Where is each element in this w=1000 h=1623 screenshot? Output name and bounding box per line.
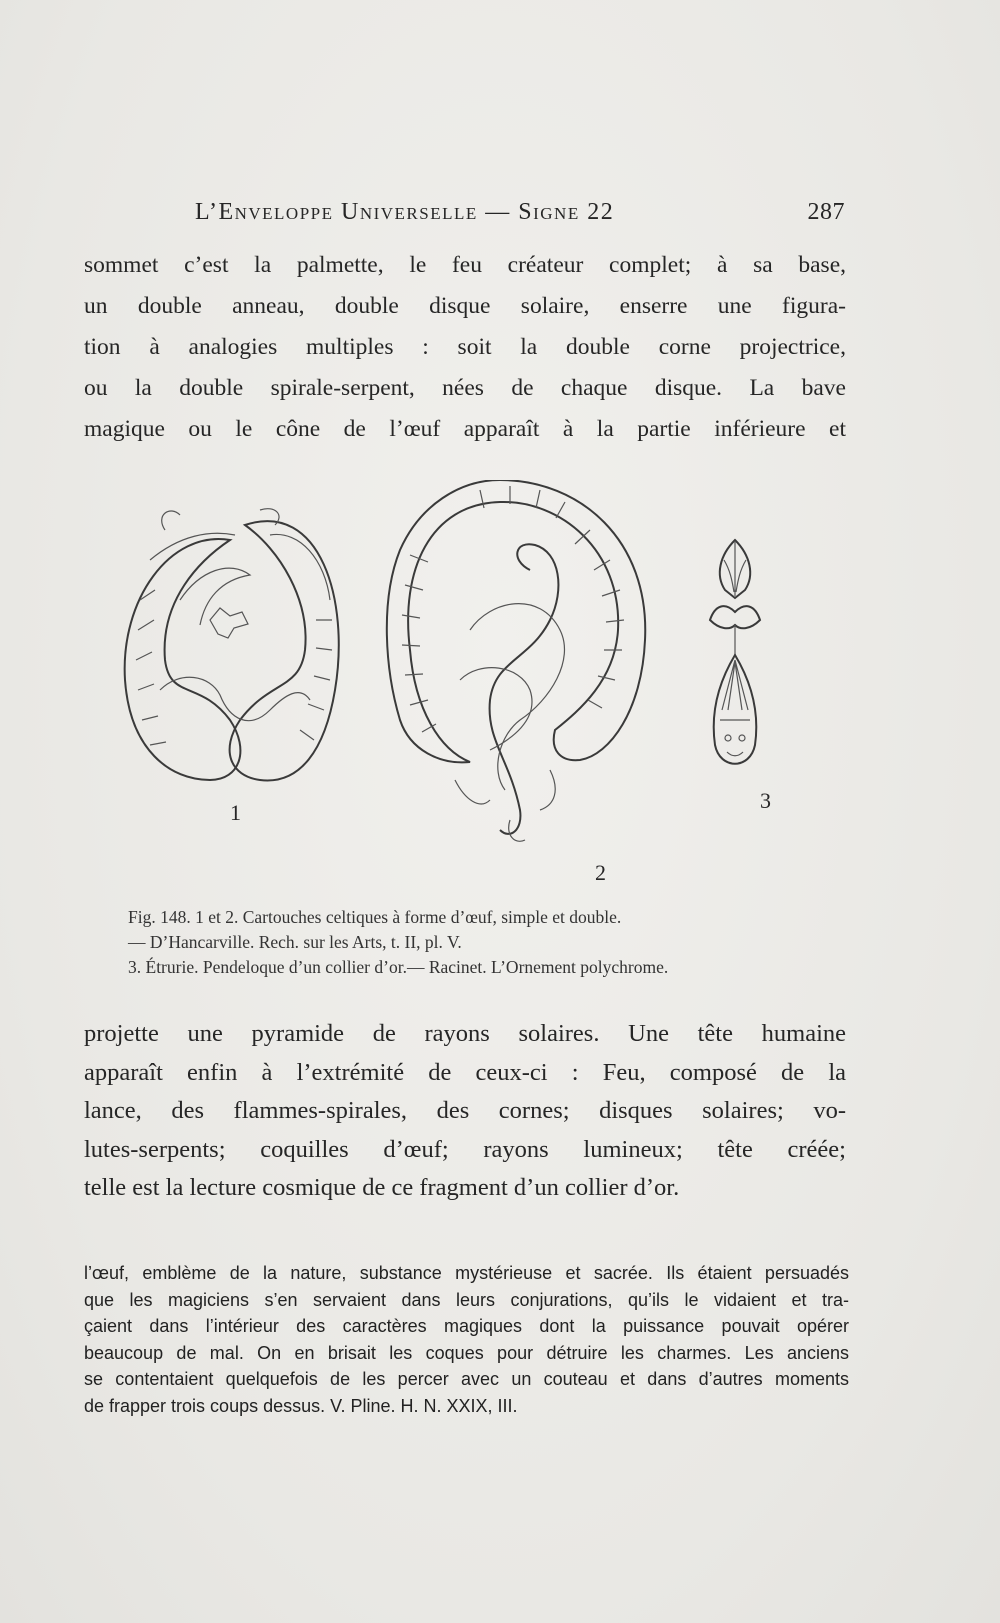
footnote-line: se contentaient quelquefois de les percer avec un couteau et dans d’autres moments: [84, 1369, 849, 1389]
caption-line: 3. Étrurie. Pendeloque d’un collier d’or.— Racinet. L’Ornement polychrome.: [128, 957, 669, 977]
caption-line: Fig. 148. 1 et 2. Cartouches celtiques à forme d’œuf, simple et double.: [128, 907, 622, 927]
cartouche-double-illustration: [387, 480, 645, 841]
text-line: lutes-serpents; coquilles d’œuf; rayons lumineux; tête créée;: [84, 1135, 846, 1163]
figure-148: [110, 480, 810, 890]
text-line: lance, des flammes-spirales, des cornes; disques solaires; vo-: [84, 1097, 846, 1124]
text-line: tion à analogies multiples : soit la double corne projectrice,: [84, 334, 846, 360]
footnote-line: de frapper trois coups dessus. V. Pline. H. N. XXIX, III.: [84, 1395, 518, 1416]
text-line: sommet c’est la palmette, le feu créateur complet; à sa base,: [84, 252, 846, 278]
paragraph-bottom: [84, 1015, 846, 1208]
figure-illustration: [110, 480, 810, 890]
page-number: 287: [807, 199, 845, 225]
footnote-line: çaient dans l’intérieur des caractères magiques dont la puissance pouvait opérer: [84, 1316, 849, 1336]
pendant-illustration: [710, 540, 760, 764]
figure-label-1: 1: [230, 800, 241, 825]
paragraph-top: [84, 245, 846, 450]
text-line: magique ou le cône de l’œuf apparaît à la partie inférieure et: [84, 416, 846, 442]
figure-caption: [128, 905, 828, 980]
text-line: projette une pyramide de rayons solaires. Une tête humaine: [84, 1020, 846, 1047]
figure-label-3: 3: [760, 788, 771, 813]
running-header: [195, 199, 845, 235]
footnote-line: l’œuf, emblème de la nature, substance mystérieuse et sacrée. Ils étaient persuadés: [84, 1263, 849, 1283]
footnote: [84, 1260, 849, 1419]
footnote-line: beaucoup de mal. On en brisait les coques pour détruire les charmes. Les anciens: [84, 1342, 849, 1363]
cartouche-single-illustration: [125, 509, 339, 781]
text-line: telle est la lecture cosmique de ce fragment d’un collier d’or.: [84, 1174, 680, 1201]
caption-line: — D’Hancarville. Rech. sur les Arts, t. II, pl. V.: [128, 932, 462, 952]
text-line: ou la double spirale-serpent, nées de chaque disque. La bave: [84, 375, 846, 401]
header-title: L’Enveloppe Universelle — Signe 22: [195, 199, 615, 225]
footnote-line: que les magiciens s’en servaient dans leurs conjurations, qu’ils le vidaient et tra-: [84, 1289, 849, 1310]
text-line: apparaît enfin à l’extrémité de ceux-ci : Feu, composé de la: [84, 1058, 846, 1086]
text-line: un double anneau, double disque solaire, enserre une figura-: [84, 293, 846, 319]
figure-label-2: 2: [595, 860, 606, 885]
